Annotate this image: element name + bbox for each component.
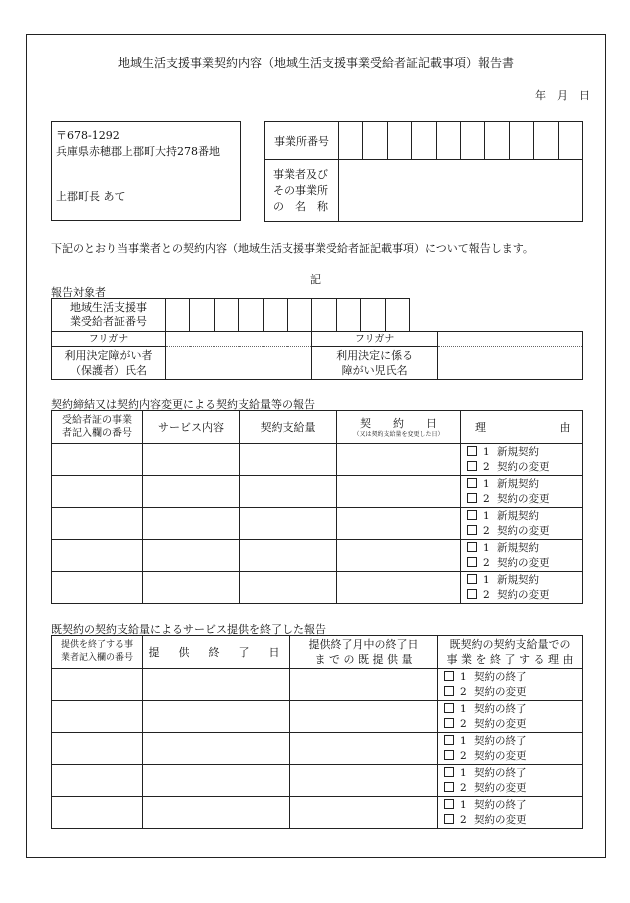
s2-provided-amount-field[interactable]	[290, 669, 438, 701]
s1-reason: 1 新規契約 2 契約の変更	[461, 508, 583, 540]
s1-amount-field[interactable]	[240, 508, 337, 540]
checkbox[interactable]	[467, 574, 477, 584]
checkbox[interactable]	[467, 525, 477, 535]
s1-date-field[interactable]	[337, 508, 461, 540]
checkbox[interactable]	[444, 703, 454, 713]
checkbox[interactable]	[444, 782, 454, 792]
recipient: 上郡町長 あて	[56, 190, 126, 203]
date-line: 年 月 日	[535, 89, 590, 102]
cert-number-cell[interactable]	[287, 299, 311, 332]
s1-date-field[interactable]	[337, 540, 461, 572]
s2-col2-header: 提 供 終 了 日	[143, 636, 290, 669]
person-name-field[interactable]	[166, 347, 312, 380]
s2-reason: 1 契約の終了 2 契約の変更	[438, 765, 583, 797]
ki-label: 記	[310, 273, 321, 286]
provider-number-cell[interactable]	[558, 122, 582, 160]
s1-date-field[interactable]	[337, 476, 461, 508]
termination-row	[52, 701, 583, 733]
postal-code: 〒678-1292	[56, 129, 120, 142]
s2-reason: 1 契約の終了 2 契約の変更	[438, 669, 583, 701]
s1-date-field[interactable]	[337, 572, 461, 604]
person-name-label: 利用決定障がい者 （保護者）氏名	[52, 347, 166, 380]
termination-table	[51, 635, 583, 829]
contract-row	[52, 476, 583, 508]
furigana-label-2: フリガナ	[312, 332, 438, 347]
s2-provided-amount-field[interactable]	[290, 733, 438, 765]
provider-number-label: 事業所番号	[265, 122, 339, 160]
checkbox[interactable]	[467, 510, 477, 520]
cert-number-cell[interactable]	[336, 299, 360, 332]
subject-heading: 報告対象者	[51, 286, 106, 299]
contract-row	[52, 540, 583, 572]
checkbox[interactable]	[444, 671, 454, 681]
addressee-box	[51, 121, 241, 221]
furigana-label: フリガナ	[52, 332, 166, 347]
s1-service-field[interactable]	[143, 444, 240, 476]
intro-text: 下記のとおり当事業者との契約内容（地域生活支援事業受給者証記載事項）について報告します。	[51, 242, 534, 255]
s1-number-field[interactable]	[52, 540, 143, 572]
s1-col5-header: 理 由	[461, 411, 583, 444]
s2-number-field[interactable]	[52, 669, 143, 701]
s1-number-field[interactable]	[52, 476, 143, 508]
provider-number-cell[interactable]	[534, 122, 558, 160]
s1-service-field[interactable]	[143, 572, 240, 604]
s2-col3-header: 提供終了月中の終了日 ま で の 既 提 供 量	[290, 636, 438, 669]
provider-number-cell[interactable]	[387, 122, 411, 160]
provider-name-field[interactable]	[339, 160, 583, 222]
s1-col1-header: 受給者証の事業 者記入欄の番号	[52, 411, 143, 444]
s1-col3-header: 契約支給量	[240, 411, 337, 444]
checkbox[interactable]	[467, 493, 477, 503]
s1-reason: 1 新規契約 2 契約の変更	[461, 444, 583, 476]
provider-number-cell[interactable]	[460, 122, 484, 160]
provider-number-cell[interactable]	[436, 122, 460, 160]
checkbox[interactable]	[444, 718, 454, 728]
cert-number-cell[interactable]	[361, 299, 385, 332]
checkbox[interactable]	[444, 750, 454, 760]
s1-amount-field[interactable]	[240, 572, 337, 604]
subject-table	[51, 298, 583, 380]
s1-number-field[interactable]	[52, 444, 143, 476]
termination-row	[52, 733, 583, 765]
provider-number-cell[interactable]	[339, 122, 363, 160]
checkbox[interactable]	[444, 735, 454, 745]
provider-number-cell[interactable]	[363, 122, 387, 160]
s2-end-date-field[interactable]	[143, 733, 290, 765]
section1-heading: 契約締結又は契約内容変更による契約支給量等の報告	[51, 398, 315, 411]
s1-reason: 1 新規契約 2 契約の変更	[461, 572, 583, 604]
s2-col1-header: 提供を終了する事 業者記入欄の番号	[52, 636, 143, 669]
child-furigana-field[interactable]	[437, 332, 582, 347]
s2-provided-amount-field[interactable]	[290, 765, 438, 797]
address: 兵庫県赤穂郡上郡町大持278番地	[56, 145, 220, 158]
checkbox[interactable]	[467, 478, 477, 488]
s2-provided-amount-field[interactable]	[290, 701, 438, 733]
section2-heading: 既契約の契約支給量によるサービス提供を終了した報告	[51, 623, 326, 636]
s1-col2-header: サービス内容	[143, 411, 240, 444]
s1-amount-field[interactable]	[240, 540, 337, 572]
checkbox[interactable]	[467, 446, 477, 456]
cert-number-cell[interactable]	[312, 299, 336, 332]
s1-amount-field[interactable]	[240, 444, 337, 476]
s1-reason: 1 新規契約 2 契約の変更	[461, 476, 583, 508]
contract-row	[52, 508, 583, 540]
s1-number-field[interactable]	[52, 572, 143, 604]
s2-number-field[interactable]	[52, 765, 143, 797]
checkbox[interactable]	[467, 589, 477, 599]
s1-col4-header: 契 約 日 （又は契約支給量を変更した日）	[337, 411, 461, 444]
cert-number-cell[interactable]	[214, 299, 238, 332]
checkbox[interactable]	[444, 814, 454, 824]
child-name-label: 利用決定に係る 障がい児氏名	[312, 347, 438, 380]
checkbox[interactable]	[467, 542, 477, 552]
cert-number-cell[interactable]	[190, 299, 214, 332]
cert-number-cell[interactable]	[263, 299, 287, 332]
checkbox[interactable]	[444, 799, 454, 809]
cert-number-label: 地域生活支援事 業受給者証番号	[52, 299, 166, 332]
checkbox[interactable]	[467, 461, 477, 471]
s1-reason: 1 新規契約 2 契約の変更	[461, 540, 583, 572]
termination-row	[52, 765, 583, 797]
termination-row	[52, 797, 583, 829]
provider-table	[264, 121, 583, 222]
contract-row	[52, 572, 583, 604]
s2-end-date-field[interactable]	[143, 701, 290, 733]
cert-number-cell[interactable]	[239, 299, 263, 332]
contract-table	[51, 410, 583, 604]
checkbox[interactable]	[444, 767, 454, 777]
s2-col4-header: 既契約の契約支給量での 事 業 を 終 了 す る 理 由	[438, 636, 583, 669]
cert-number-cell[interactable]	[385, 299, 409, 332]
s2-number-field[interactable]	[52, 701, 143, 733]
s1-service-field[interactable]	[143, 540, 240, 572]
form-title: 地域生活支援事業契約内容（地域生活支援事業受給者証記載事項）報告書	[117, 56, 514, 70]
provider-name-label: 事業者及び その事業所 の 名 称	[265, 160, 339, 222]
s2-end-date-field[interactable]	[143, 669, 290, 701]
s1-service-field[interactable]	[143, 508, 240, 540]
person-furigana-field[interactable]	[166, 332, 312, 347]
s2-reason: 1 契約の終了 2 契約の変更	[438, 797, 583, 829]
checkbox[interactable]	[444, 686, 454, 696]
s1-amount-field[interactable]	[240, 476, 337, 508]
provider-number-cell[interactable]	[485, 122, 509, 160]
s2-provided-amount-field[interactable]	[290, 797, 438, 829]
s1-service-field[interactable]	[143, 476, 240, 508]
cert-number-cell[interactable]	[166, 299, 190, 332]
s2-reason: 1 契約の終了 2 契約の変更	[438, 701, 583, 733]
termination-row	[52, 669, 583, 701]
contract-row	[52, 444, 583, 476]
s2-reason: 1 契約の終了 2 契約の変更	[438, 733, 583, 765]
provider-number-cell[interactable]	[509, 122, 533, 160]
provider-number-cell[interactable]	[412, 122, 436, 160]
s1-number-field[interactable]	[52, 508, 143, 540]
s2-number-field[interactable]	[52, 797, 143, 829]
s2-number-field[interactable]	[52, 733, 143, 765]
s1-date-field[interactable]	[337, 444, 461, 476]
child-name-field[interactable]	[437, 347, 582, 380]
checkbox[interactable]	[467, 557, 477, 567]
s2-end-date-field[interactable]	[143, 797, 290, 829]
s2-end-date-field[interactable]	[143, 765, 290, 797]
